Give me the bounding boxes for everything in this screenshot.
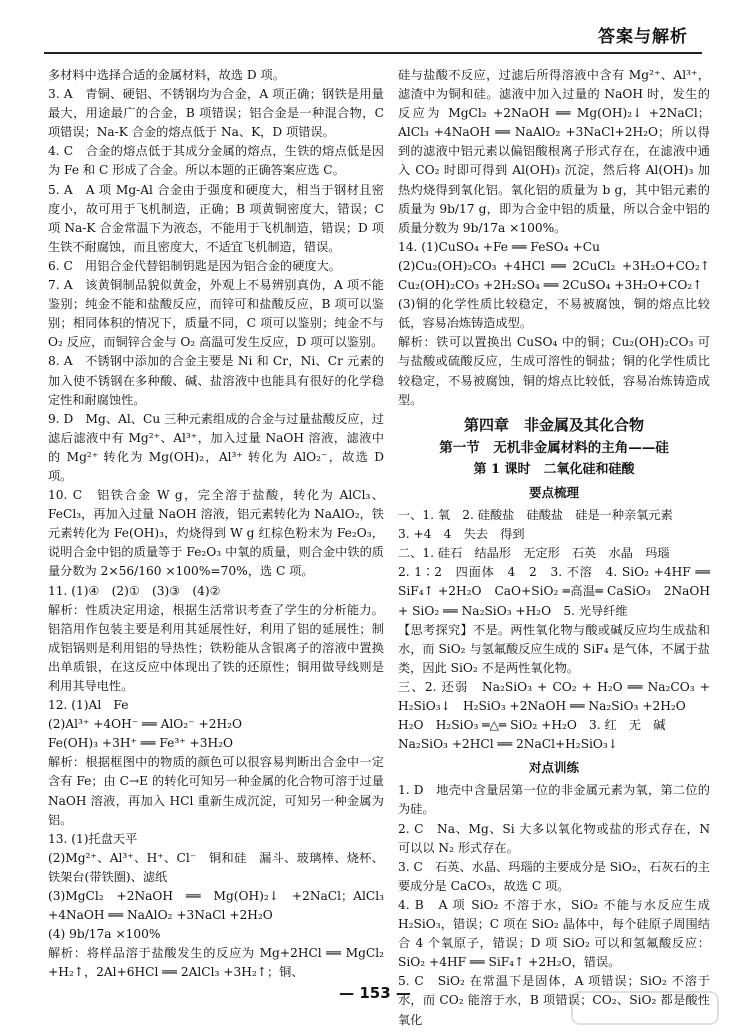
- paragraph: 9. D Mg、Al、Cu 三种元素组成的合金与过量盐酸反应，过滤后滤液中有 Mg²⁺、Al³⁺，加入过量 NaOH 溶液，滤液中的 Mg²⁺ 转化为 Mg(OH)₂，Al³⁺ 转化为 AlO₂⁻，故选 D 项。: [48, 411, 384, 483]
- exercise-answer: 1. D 地壳中含量居第一位的非金属元素为氧，第二位的为硅。: [398, 783, 710, 817]
- chapter-heading: 第四章 非金属及其化合物: [463, 415, 644, 434]
- paragraph: (2)Mg²⁺、Al³⁺、H⁺、Cl⁻ 铜和硅 漏斗、玻璃棒、烧杯、铁架台(带铁圈)、滤纸: [48, 850, 384, 884]
- paragraph: 3. A 青铜、硬铝、不锈钢均为合金，A 项正确；钢铁是用量最大，用途最广的合金，B 项错误；铝合金是一种混合物，C 项错误；Na-K 合金的熔点低于 Na、K，D 项错误。: [48, 87, 384, 140]
- page-number: — 153 —: [339, 984, 411, 1002]
- right-column: [398, 66, 723, 1030]
- paragraph: (4) 9b/17a ×100%: [48, 927, 161, 942]
- header-title: 答案与解析: [598, 27, 688, 47]
- paragraph: 6. C 用铝合金代替铝制钥匙是因为铝合金的硬度大。: [48, 258, 341, 273]
- lesson-heading: 第 1 课时 二氧化硅和硅酸: [473, 461, 635, 477]
- subheading-exercises: 对点训练: [528, 760, 579, 776]
- analysis-paragraph: 解析：根据框图中的物质的颜色可以很容易判断出合金中一定含有 Fe；由 C→E 的转化可知另一种金属的化合物可溶于过量 NaOH 溶液，再加入 HCl 重新生成沉淀，可知另一种金属为铝。: [48, 755, 384, 827]
- paragraph: (3)铜的化学性质比较稳定，不易被腐蚀，铜的熔点比较低，容易冶炼铸造成型。: [398, 297, 710, 331]
- exercise-answer: 2. C Na、Mg、Si 大多以氧化物或盐的形式存在，N 可以以 N₂ 形式存在。: [398, 821, 710, 855]
- paragraph: 12. (1)Al Fe: [48, 698, 129, 713]
- paragraph: 11. (1)④ (2)① (3)③ (4)②: [48, 583, 221, 598]
- paragraph: 多材料中选择合适的金属材料，故选 D 项。: [48, 68, 285, 82]
- key-point: Na₂SiO₃ +2HCl ══ 2NaCl+H₂SiO₃↓: [398, 737, 619, 752]
- analysis-paragraph: 解析：铁可以置换出 CuSO₄ 中的铜；Cu₂(OH)₂CO₃ 可与盐酸或硫酸反应，生成可溶性的铜盐；铜的化学性质比较稳定，不易被腐蚀，铜的熔点比较低，容易冶炼铸造成型。: [398, 335, 710, 407]
- paragraph: 7. A 该黄铜制品貌似黄金，外观上不易辨别真伪，A 项不能鉴别；纯金不能和盐酸反应，而锌可和盐酸反应，B 项可以鉴别；相同体积的情况下，质量不同，C 项可以鉴别；纯金不与 O₂ 反应，而铜锌合金与 O₂ 高温可发生反应，D 项可以鉴别。: [48, 278, 384, 350]
- page-header: [0, 0, 750, 56]
- key-point: 一、1. 氧 2. 硅酸盐 硅酸盐 硅是一种亲氧元素: [398, 508, 673, 523]
- subheading-key-points: 要点梳理: [528, 484, 579, 500]
- equation: (3)MgCl₂ +2NaOH ══ Mg(OH)₂↓ +2NaCl；AlCl₃ +4NaOH ══ NaAlO₂ +3NaCl +2H₂O: [48, 889, 384, 923]
- paragraph: 14. (1)CuSO₄ +Fe ══ FeSO₄ +Cu: [398, 239, 600, 254]
- paragraph: 4. C 合金的熔点低于其成分金属的熔点，生铁的熔点低是因为 Fe 和 C 形成了合金。所以本题的正确答案应选 C。: [48, 144, 384, 178]
- left-column: [48, 66, 384, 983]
- key-point: 三、2. 还弱 Na₂SiO₃ + CO₂ + H₂O ══ Na₂CO₃ + H₂SiO₃↓ H₂SiO₃ +2NaOH ══ Na₂SiO₃ +2H₂O: [398, 679, 710, 713]
- exercise-answer: 4. B A 项 SiO₂ 不溶于水，SiO₂ 不能与水反应生成 H₂SiO₃，错误；C 项在 SiO₂ 晶体中，每个硅原子周围结合 4 个氧原子，错误；D 项 SiO₂ 可以和氢氟酸反应：SiO₂ +4HF ══ SiF₄↑ +2H₂O，错误。: [398, 897, 710, 970]
- equation: (2)Cu₂(OH)₂CO₃ +4HCl ══ 2CuCl₂ +3H₂O+CO₂↑ Cu₂(OH)₂CO₃ +2H₂SO₄ ══ 2CuSO₄ +3H₂O+CO₂↑: [398, 258, 723, 293]
- section-heading: 第一节 无机非金属材料的主角——硅: [439, 439, 669, 456]
- equation: (2)Al³⁺ +4OH⁻ ══ AlO₂⁻ +2H₂O: [48, 717, 242, 732]
- paragraph: 硅与盐酸不反应，过滤后所得溶液中含有 Mg²⁺、Al³⁺，滤渣中为铜和硅。滤液中加入过量的 NaOH 时，发生的反应为 MgCl₂ +2NaOH ══ Mg(OH)₂↓ +2NaCl；AlCl₃ +4NaOH ══ NaAlO₂ +3NaCl+2H₂O；所以得到的滤液中铝元素以偏铝酸根离子形式存在，在滤液中通入 CO₂ 时即可得到 Al(OH)₃ 沉淀，然后将 Al(OH)₃ 加热灼烧得到氧化铝。氧化铝的质量为 b g，其中铝元素的质量为 9b/17 g，即为合金中铝的质量，所以合金中铝的质量分数为 9b/17a ×100%。: [398, 68, 710, 235]
- header-rule: [44, 52, 702, 54]
- analysis-paragraph: 解析：性质决定用途，根据生活常识考查了学生的分析能力。铝箔用作包装主要是利用其延展性好，利用了铝的延展性；制成铝锅则是利用铝的导热性；铁粉能从含银离子的溶液中置换出单质银，在这反应中体现出了铁的还原性；铜用做导线则是利用其导电性。: [48, 602, 384, 693]
- key-point: 【思考探究】不是。两性氧化物与酸或碱反应均生成盐和水，而 SiO₂ 与氢氟酸反应生成的 SiF₄ 是气体，不属于盐类，因此 SiO₂ 不是两性氧化物。: [398, 622, 710, 675]
- paragraph: 10. C 铝铁合金 W g，完全溶于盐酸，转化为 AlCl₃、FeCl₃，再加入过量 NaOH 溶液，铝元素转化为 NaAlO₂，铁元素转化为 Fe(OH)₃，灼烧得到 W g 红棕色粉末为 Fe₂O₃，说明合金中铝的质量等于 Fe₂O₃ 中氧的质量，则合金中铁的质量分数为 2×56/160 ×100%=70%，选 C 项。: [48, 488, 384, 579]
- watermark-logo: [570, 988, 720, 1028]
- exercise-answer: 5. C SiO₂ 在常温下是固体，A 项错误；SiO₂ 不溶于水，而 CO₂ 能溶于水，B 项错误；CO₂、SiO₂ 都是酸性氧化: [398, 974, 710, 1027]
- key-point: 二、1. 硅石 结晶形 无定形 石英 水晶 玛瑙: [398, 546, 670, 561]
- key-point: 2. 1∶2 四面体 4 2 3. 不溶 4. SiO₂ +4HF ══ SiF₄↑ +2H₂O CaO+SiO₂ ═高温═ CaSiO₃ 2NaOH + SiO₂ ══ Na₂SiO₃ +H₂O 5. 光导纤维: [398, 565, 710, 618]
- key-point: H₂O H₂SiO₃ ═△═ SiO₂ +H₂O 3. 红 无 碱: [398, 718, 666, 733]
- paragraph: 5. A A 项 Mg-Al 合金由于强度和硬度大，相当于钢材且密度小，故可用于飞机制造，正确；B 项黄铜密度大，错误；C 项 Na-K 合金常温下为液态，不能用于飞机制造，错误；D 项生铁不耐腐蚀，而且密度大，不适宜飞机制造，错误。: [48, 182, 384, 254]
- exercise-answer: 3. C 石英、水晶、玛瑙的主要成分是 SiO₂，石灰石的主要成分是 CaCO₃，故选 C 项。: [398, 859, 710, 893]
- paragraph: 8. A 不锈钢中添加的合金主要是 Ni 和 Cr，Ni、Cr 元素的加入使不锈钢在多种酸、碱、盐溶液中也能具有很好的化学稳定性和耐腐蚀性。: [48, 354, 384, 407]
- equation: Fe(OH)₃ +3H⁺ ══ Fe³⁺ +3H₂O: [48, 736, 234, 751]
- paragraph: 13. (1)托盘天平: [48, 831, 138, 846]
- key-point: 3. +4 4 失去 得到: [398, 527, 525, 542]
- analysis-paragraph: 解析：将样品溶于盐酸发生的反应为 Mg+2HCl ══ MgCl₂ +H₂↑，2Al+6HCl ══ 2AlCl₃ +3H₂↑；铜、: [48, 946, 384, 980]
